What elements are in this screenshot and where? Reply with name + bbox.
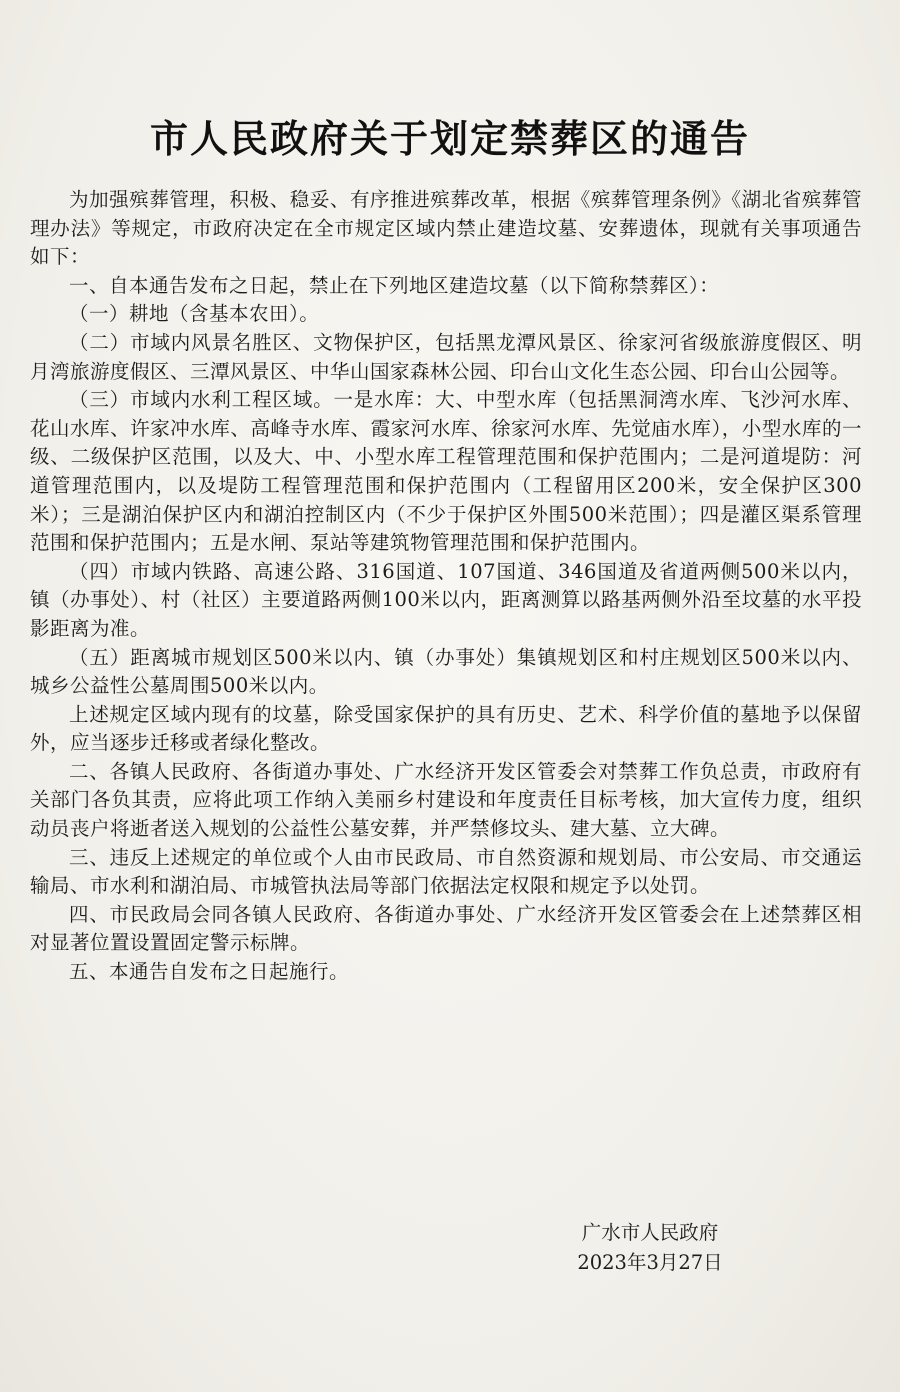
paragraph-intro: 为加强殡葬管理，积极、稳妥、有序推进殡葬改革，根据《殡葬管理条例》《湖北省殡葬管理办法》等规定，市政府决定在全市规定区域内禁止建造坟墓、安葬遗体，现就有关事项通告如下： — [30, 188, 862, 269]
paragraph-article-5: 五、本通告自发布之日起施行。 — [69, 960, 350, 984]
paragraph-item-1: （一）耕地（含基本农田）。 — [69, 302, 320, 326]
paragraph-article-2: 二、各镇人民政府、各街道办事处、广水经济开发区管委会对禁葬工作负总责，市政府有关部门各负其责，应将此项工作纳入美丽乡村建设和年度责任目标考核，加大宣传力度，组织动员丧户将逝者送入规划的公益性公墓安葬，并严禁修坟头、建大墓、立大碑。 — [30, 759, 862, 841]
paragraph-item-2: （二）市域内风景名胜区、文物保护区，包括黑龙潭风景区、徐家河省级旅游度假区、明月湾旅游度假区、三潭风景区、中华山国家森林公园、印台山文化生态公园、印台山公园等。 — [30, 330, 862, 383]
paragraph-article-4: 四、市民政局会同各镇人民政府、各街道办事处、广水经济开发区管委会在上述禁葬区相对显著位置设置固定警示标牌。 — [30, 902, 862, 955]
paragraph-item-5: （五）距离城市规划区500米以内、镇（办事处）集镇规划区和村庄规划区500米以内、城乡公益性公墓周围500米以内。 — [30, 645, 862, 698]
paragraph-article-1: 一、自本通告发布之日起，禁止在下列地区建造坟墓（以下简称禁葬区）： — [69, 273, 720, 297]
signature-block — [540, 1218, 760, 1278]
paragraph-item-4: （四）市域内铁路、高速公路、316国道、107国道、346国道及省道两侧500米以内，镇（办事处）、村（社区）主要道路两侧100米以内，距离测算以路基两侧外沿至坟墓的水平投影距离为准。 — [30, 559, 862, 640]
paragraph-existing-graves: 上述规定区域内现有的坟墓，除受国家保护的具有历史、艺术、科学价值的墓地予以保留外，应当逐步迁移或者绿化整改。 — [30, 702, 862, 755]
issue-date: 2023年3月27日 — [577, 1251, 723, 1274]
paragraph-article-3: 三、违反上述规定的单位或个人由市民政局、市自然资源和规划局、市公安局、市交通运输局、市水利和湖泊局、市城管执法局等部门依据法定权限和规定予以处罚。 — [30, 845, 862, 898]
notice-body — [30, 186, 862, 987]
paragraph-item-3: （三）市域内水利工程区域。一是水库：大、中型水库（包括黑洞湾水库、飞沙河水库、花山水库、许家冲水库、高峰寺水库、霞家河水库、徐家河水库、先觉庙水库），小型水库的一级、二级保护区范围，以及大、中、小型水库工程管理范围和保护范围内；二是河道堤防：河道管理范围内，以及堤防工程管理范围和保护范围内（工程留用区200米，安全保护区300米）；三是湖泊保护区内和湖泊控制区内（不少于保护区外围500米范围）；四是灌区渠系管理范围和保护范围内；五是水闸、泵站等建筑物管理范围和保护范围内。 — [30, 388, 862, 555]
notice-title: 市人民政府关于划定禁葬区的通告 — [149, 117, 750, 161]
issuer-name: 广水市人民政府 — [581, 1221, 719, 1244]
